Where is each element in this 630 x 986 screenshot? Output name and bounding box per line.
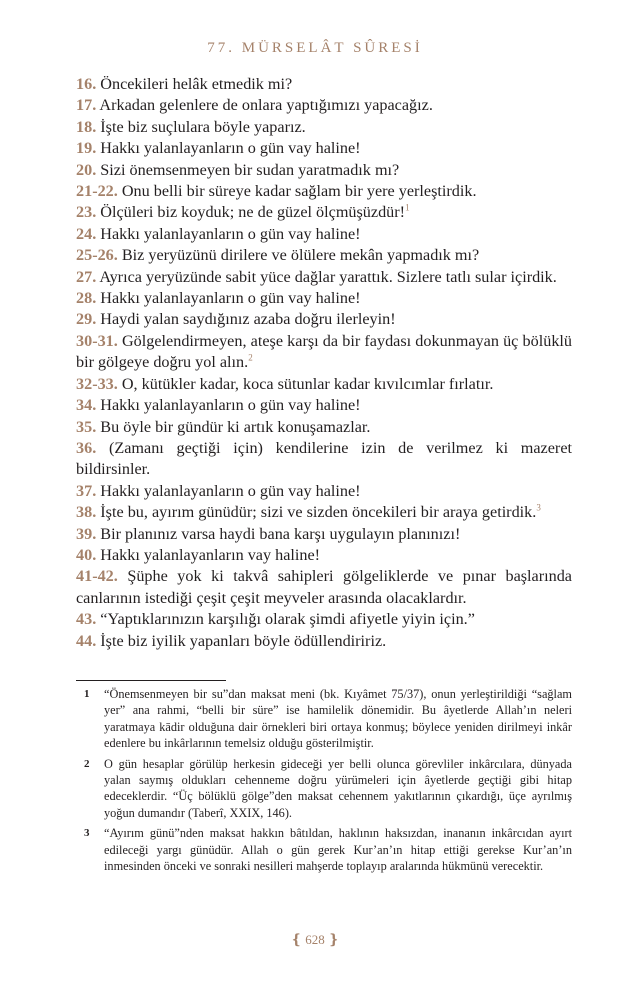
- verse-number: 37.: [76, 481, 97, 500]
- verse-number: 20.: [76, 160, 97, 179]
- verse-text: Onu belli bir süreye kadar sağlam bir yere yerleştirdik.: [121, 182, 477, 201]
- verse: [76, 288, 572, 309]
- footnote-number: 3: [84, 827, 90, 840]
- verse: [76, 502, 572, 523]
- verse-number: 27.: [76, 267, 97, 286]
- footnote-list: [76, 686, 572, 878]
- verse: [76, 95, 572, 116]
- verse-text: Hakkı yalanlayanların vay haline!: [100, 545, 321, 564]
- footnote-reference[interactable]: 2: [248, 352, 253, 363]
- verse-number: 28.: [76, 289, 97, 308]
- verse-text: Bu öyle bir gündür ki artık konuşamazlar.: [100, 417, 371, 436]
- verse-text: Şüphe yok ki takvâ sahipleri gölgeliklerde ve pınar başlarında canlarının istediği çeşit çeşit meyveler arasında olacaklardır.: [76, 567, 572, 607]
- footnote-text: “Önemsenmeyen bir su”dan maksat meni (bk. Kıyâmet 75/37), onun yerleştirildiği “sağlam yer” ana rahmi, “belli bir süre” ise hamilelik dönemidir. Bu âyetlerde Allah’ın neleri yaratmaya kādir olduğuna dair örnekleri biri ortaya konmuş; böylece yeniden dirilmeyi inkâr edenlere bu inkârlarının temelsiz olduğu gösterilmiştir.: [104, 687, 572, 751]
- verse-number: 16.: [76, 75, 97, 93]
- footnote: [76, 756, 572, 822]
- verse: [76, 245, 572, 266]
- verse: [76, 631, 572, 652]
- verse-text: Hakkı yalanlayanların o gün vay haline!: [100, 224, 361, 243]
- verse-text: Sizi önemsenmeyen bir sudan yaratmadık mı?: [100, 160, 400, 179]
- verse-number: 41-42.: [76, 567, 118, 586]
- verse-text: Öncekileri helâk etmedik mi?: [100, 75, 293, 93]
- footnote-number: 1: [84, 688, 90, 700]
- footnote: [76, 686, 572, 752]
- verse-text: Hakkı yalanlayanların o gün vay haline!: [100, 139, 361, 158]
- verse-number: 36.: [76, 438, 97, 457]
- footnote-text: O gün hesaplar görülüp herkesin gideceği yer belli olunca görevliler inkârcılara, dünyada yalan saymış oldukları cehenneme doğru yürümeleri için âyetlerde geçtiği gibi hitap edeceklerdir. “Üç bölüklü gölge”den maksat cehennem yakıtlarının çıkardığı, üçe ayrılmış yoğun dumandır (Taberî, XXIX, 146).: [104, 756, 572, 820]
- verse-text: Hakkı yalanlayanların o gün vay haline!: [100, 289, 361, 308]
- verse: [76, 417, 572, 438]
- verse: [76, 74, 572, 95]
- verse-number: 19.: [76, 139, 97, 158]
- verse: [76, 138, 572, 159]
- verse-text: Ölçüleri biz koyduk; ne de güzel ölçmüşüzdür!: [100, 203, 406, 222]
- verse: [76, 309, 572, 330]
- verse-number: 30-31.: [76, 331, 118, 350]
- footnote-reference[interactable]: 1: [405, 203, 410, 214]
- footnote-text: “Ayırım günü”nden maksat hakkın bâtıldan, haklının haksızdan, inananın inkârcıdan ayırt edileceği yargı günüdür. Allah o gün gerek Kur’an’ın hitap ettiği gerekse Kur’an’ın inmesinden önceki ve sonraki nesilleri mahşerde toplayıp aralarında hükmünü verecektir.: [104, 826, 572, 874]
- verse: [76, 545, 572, 566]
- verse-text: İşte biz suçlulara böyle yaparız.: [100, 117, 306, 136]
- page-footer: [0, 932, 630, 949]
- left-ornament-icon: ❴: [290, 933, 303, 948]
- verse-text: Bir planınız varsa haydi bana karşı uygulayın planınızı!: [100, 524, 461, 543]
- verse-text: İşte bu, ayırım günüdür; sizi ve sizden öncekileri bir araya getirdik.: [100, 503, 537, 522]
- verse-number: 23.: [76, 203, 97, 222]
- verse: [76, 331, 572, 374]
- verse: [76, 609, 572, 630]
- right-ornament-icon: ❵: [327, 933, 340, 948]
- verse-text: Hakkı yalanlayanların o gün vay haline!: [100, 481, 361, 500]
- verse-number: 17.: [76, 96, 97, 115]
- footnote-separator: [76, 680, 226, 681]
- verse-list: [76, 74, 572, 652]
- verse-text: (Zamanı geçtiği için) kendilerine izin de verilmez ki mazeret bildirsinler.: [76, 438, 573, 479]
- verse: [76, 438, 572, 481]
- verse: [76, 181, 572, 202]
- verse-text: O, kütükler kadar, koca sütunlar kadar kıvılcımlar fırlatır.: [121, 374, 494, 393]
- verse: [76, 224, 572, 245]
- footnote-number: 2: [84, 757, 90, 770]
- verse: [76, 566, 572, 609]
- verse-text: İşte biz iyilik yapanları böyle ödüllendiririz.: [100, 631, 387, 650]
- verse-number: 44.: [76, 631, 97, 650]
- verse: [76, 395, 572, 416]
- verse-number: 34.: [76, 396, 97, 415]
- verse-number: 24.: [76, 224, 97, 243]
- running-header: 77. MÜRSELÂT SÛRESİ: [207, 40, 423, 56]
- verse-text: Arkadan gelenlere de onlara yaptığımızı yapacağız.: [99, 96, 433, 115]
- verse-number: 29.: [76, 310, 97, 329]
- verse-number: 18.: [76, 117, 97, 136]
- verse-number: 40.: [76, 545, 97, 564]
- verse: [76, 374, 572, 395]
- verse: [76, 202, 572, 223]
- verse-number: 38.: [76, 503, 97, 522]
- verse-number: 25-26.: [76, 246, 118, 265]
- verse-text: Ayrıca yeryüzünde sabit yüce dağlar yarattık. Sizlere tatlı sular içirdik.: [99, 267, 557, 286]
- footnote: [76, 825, 572, 874]
- verse-number: 32-33.: [76, 374, 118, 393]
- verse-text: Hakkı yalanlayanların o gün vay haline!: [100, 396, 361, 415]
- verse: [76, 481, 572, 502]
- verse-text: Haydi yalan saydığınız azaba doğru ilerleyin!: [100, 310, 396, 329]
- verse: [76, 160, 572, 181]
- verse-number: 35.: [76, 417, 97, 436]
- verse-number: 21-22.: [76, 182, 118, 201]
- footnote-reference[interactable]: 3: [536, 502, 541, 513]
- verse-text: Gölgelendirmeyen, ateşe karşı da bir faydası dokunmayan üç bölüklü bir gölgeye doğru yol alın.: [76, 331, 572, 372]
- verse-number: 39.: [76, 524, 97, 543]
- verse-text: “Yaptıklarınızın karşılığı olarak şimdi afiyetle yiyin için.”: [100, 610, 475, 629]
- verse: [76, 117, 572, 138]
- page-number: 628: [305, 932, 325, 947]
- verse-number: 43.: [76, 610, 97, 629]
- verse: [76, 524, 572, 545]
- verse-text: Biz yeryüzünü dirilere ve ölülere mekân yapmadık mı?: [121, 246, 480, 265]
- verse: [76, 267, 572, 288]
